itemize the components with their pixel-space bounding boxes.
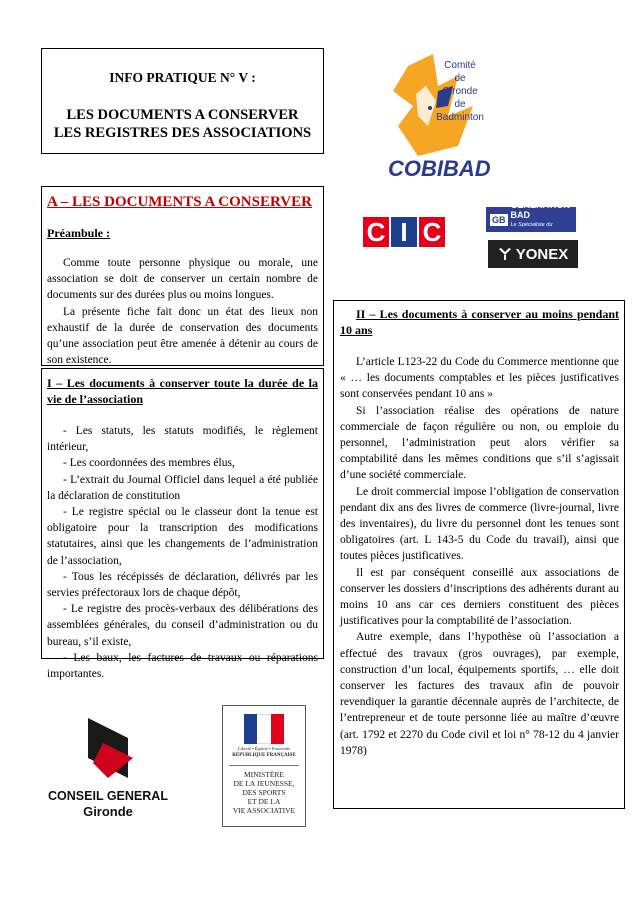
section-2-paragraph: Si l’association réalise des opérations de nature commerciale de façon régulière ou non, ou emploie du personnel, l’administration peut alors vérifier sa comptabilité dans les mêmes conditions que s’il s’agissait d’une société commerciale. — [340, 404, 619, 482]
section-2-paragraph: Il est par conséquent conseillé aux associations de conserver les dossiers d’inscriptions des adhérents durant au moins 10 ans car ces derniers constituent des pièces justificatives pour la comptabilité de l’association. — [340, 566, 619, 628]
list-item: - Le registre des procès-verbaux des délibérations des assemblées générales, du conseil d’administration ou du bureau, s’il existe, — [47, 603, 318, 648]
yonex-icon — [498, 247, 512, 261]
section-1-box — [41, 368, 324, 681]
conseil-general-text: CONSEIL GENERAL — [48, 789, 168, 803]
cobibad-wordmark: COBIBAD — [388, 156, 491, 181]
de-text-2: de — [454, 99, 466, 110]
preambule-label: Préambule : — [47, 226, 110, 240]
cic-letter-c2: C — [419, 217, 445, 247]
cic-letter-i: I — [391, 217, 417, 247]
list-item: - Les baux, les factures de travaux ou réparations importantes. — [47, 651, 318, 681]
yonex-logo — [488, 240, 578, 268]
ministere-line: VIE ASSOCIATIVE — [232, 806, 296, 815]
section-2-box — [333, 300, 625, 809]
list-item: - L’extrait du Journal Officiel dans lequel a été publiée la déclaration de constitution — [47, 473, 318, 502]
ministere-line: MINISTÈRE — [244, 770, 284, 779]
ministere-line: DE LA JEUNESSE, — [233, 779, 295, 788]
cic-logo — [360, 211, 448, 253]
preambule-paragraph-1: Comme toute personne physique ou morale, une association se doit de conserver un certain nombre de documents sur des durées plus ou moins longues. — [47, 257, 318, 302]
list-item: - Les statuts, les statuts modifiés, le règlement intérieur, — [47, 425, 318, 454]
section-2-title: II – Les documents à conserver au moins pendant 10 ans — [340, 307, 619, 337]
comite-badminton-logo — [378, 46, 558, 188]
doc-title-line2: LES REGISTRES DES ASSOCIATIONS — [53, 125, 312, 141]
generation-bad-text: GENERATION BAD — [510, 199, 570, 220]
badminton-text: Badminton — [436, 112, 484, 123]
gironde-text: Gironde — [442, 86, 478, 97]
list-item: - Les coordonnées des membres élus, — [63, 457, 235, 470]
republique-text: RÉPUBLIQUE FRANÇAISE — [232, 753, 296, 758]
section-a-title: A – LES DOCUMENTS A CONSERVER — [47, 194, 312, 210]
generation-bad-logo — [486, 199, 576, 238]
generation-bad-tagline: Le Spécialiste du Badminton — [510, 221, 553, 238]
info-title: INFO PRATIQUE N° V : — [109, 70, 256, 85]
ministere-logo — [222, 705, 306, 827]
title-box — [41, 48, 324, 154]
list-item: - Tous les récépissés de déclaration, délivrés par les servies préfectoraux lors de chaque dépôt, — [47, 570, 318, 600]
comite-text: Comité — [444, 60, 476, 71]
ministere-line: DES SPORTS — [242, 788, 286, 797]
section-2-paragraph: Autre exemple, dans l’hypothèse où l’association a effectué des travaux (gros ouvrages), par exemple, construction d’un local, équipements sportifs, … elle doit conserver les factures des travaux afin de pouvoir revendiquer la garantie décennale auprès de l’architecte, de l’entrepreneur et de toute personne liée au maître d’œuvre (art. 1792 et 2270 du Code civil et loi n° 78-12 du 4 janvier 1978) — [340, 631, 619, 757]
yonex-text: YONEX — [515, 245, 569, 263]
preambule-paragraph-2: La présente fiche fait donc un état des lieux non exhaustif de la durée de conservation des documents qu’une association peut être amenée à détenir au cours de son existence. — [47, 305, 318, 367]
cic-letter-c1: C — [363, 217, 389, 247]
section-a-box — [41, 186, 324, 366]
section-2-paragraph: L’article L123-22 du Code du Commerce mentionne que « … les documents comptables et les pièces justificatives sont conservées pendant 10 ans » — [340, 356, 619, 401]
gb-badge: GB — [492, 214, 506, 225]
ministere-line: ET DE LA — [247, 797, 281, 806]
gironde-text: Gironde — [83, 804, 133, 819]
list-item: - Le registre spécial ou le classeur dont la tenue est obligatoire pour la transcription des modifications statutaires, ainsi que les changements de l’administration de l’association, — [47, 506, 318, 567]
doc-title-line1: LES DOCUMENTS A CONSERVER — [66, 107, 299, 123]
conseil-general-logo — [48, 708, 168, 823]
section-1-title: I – Les documents à conserver toute la durée de la vie de l’association — [47, 376, 318, 406]
marianne-flag-icon — [244, 714, 284, 744]
de-text-1: de — [454, 73, 466, 84]
motto-text: Liberté • Égalité • Fraternité — [237, 746, 291, 751]
section-2-paragraph: Le droit commercial impose l’obligation de conservation pendant dix ans des livres de commerce (livre-journal, livre des inventaires), du livre du personnel dont les tenues sont obligatoires (art. L 143-5 du Code du travail), ainsi que toutes pièces justificatives. — [340, 485, 619, 563]
